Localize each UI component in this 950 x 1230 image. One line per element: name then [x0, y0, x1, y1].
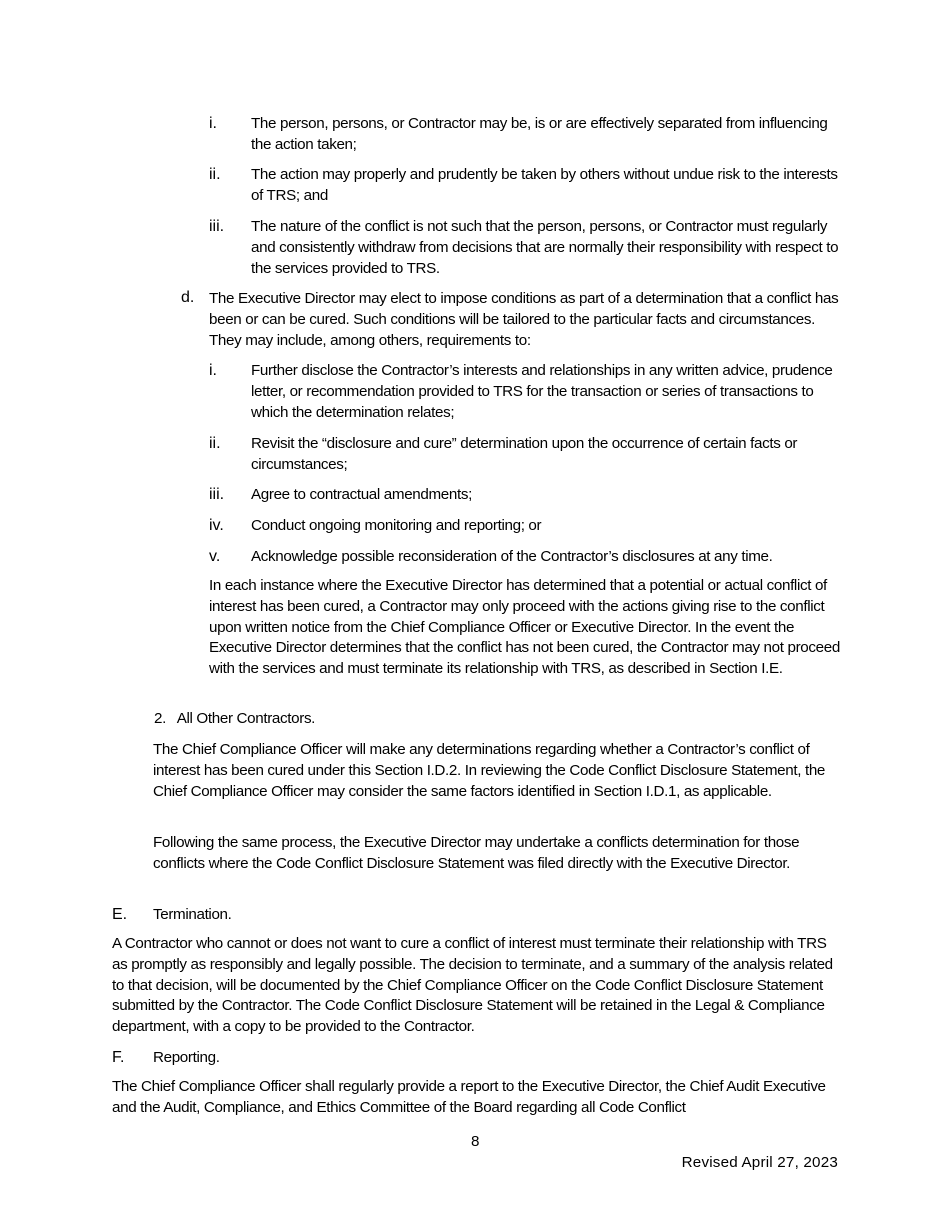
revision-date: Revised April 27, 2023 — [681, 1154, 838, 1171]
section-e-paragraph: A Contractor who cannot or does not want to cure a conflict of interest must terminate their relationship with TRS as promptly as responsibly and legally possible. The decision to terminate, and a summary of the analysis related to that decision, will be documented by the Chief Compliance Officer on the Code Conflict Disclosure Statement submitted by the Contractor. The Code Conflict Disclosure Statement will be retained in the Legal & Compliance department, with a copy to be provided to the Contractor. — [112, 935, 833, 1036]
d-number: d. — [181, 289, 195, 306]
d-item-v-number: v. — [209, 548, 221, 565]
section-e-letter: E. — [112, 906, 128, 923]
c-item-i-number: i. — [209, 115, 217, 132]
section-2-paragraph-1: The Chief Compliance Officer will make any determinations regarding whether a Contractor’s conflict of interest has been cured under this Section I.D.2. In reviewing the Code Conflict Disclosure Statement, the Chief Compliance Officer may consider the same factors identified in Section I.D.1, as applicable. — [153, 741, 826, 800]
d-item-iii-number: iii. — [209, 486, 225, 503]
c-item-i-text: The person, persons, or Contractor may be, is or are effectively separated from influencing the action taken; — [251, 115, 828, 153]
d-item-ii-number: ii. — [209, 435, 221, 452]
section-f-paragraph: The Chief Compliance Officer shall regularly provide a report to the Executive Director, the Chief Audit Executive and the Audit, Compliance, and Ethics Committee of the Board regarding all Code Conflict — [112, 1078, 826, 1116]
section-f-letter: F. — [112, 1049, 125, 1066]
c-item-iii-number: iii. — [209, 218, 225, 235]
d-closing-paragraph: In each instance where the Executive Director has determined that a potential or actual conflict of interest has been cured, a Contractor may only proceed with the actions giving rise to the conflict upon written notice from the Chief Compliance Officer or Executive Director. In the event the Executive Director determines that the conflict has not been cured, the Contractor may not proceed with the services and must terminate its relationship with TRS, as described in Section I.E. — [209, 577, 840, 678]
d-item-iv-text: Conduct ongoing monitoring and reporting; or — [251, 517, 542, 534]
c-item-iii-text: The nature of the conflict is not such that the person, persons, or Contractor must regularly and consistently withdraw from decisions that are normally their responsibility with respect to the services provided to TRS. — [251, 218, 839, 277]
d-item-i-number: i. — [209, 362, 217, 379]
d-item-iii-text: Agree to contractual amendments; — [251, 486, 472, 503]
d-item-iv-number: iv. — [209, 517, 224, 534]
section-f-title: Reporting. — [153, 1049, 220, 1066]
d-text: The Executive Director may elect to impose conditions as part of a determination that a conflict has been or can be cured. Such conditions will be tailored to the particular facts and circumstances. They may include, among others, requirements to: — [209, 290, 839, 349]
page-number: 8 — [470, 1133, 480, 1150]
d-item-v-text: Acknowledge possible reconsideration of the Contractor’s disclosures at any time. — [251, 548, 773, 565]
section-2-paragraph-2: Following the same process, the Executive Director may undertake a conflicts determination for those conflicts where the Code Conflict Disclosure Statement was filed directly with the Executive Director. — [153, 834, 800, 872]
d-item-ii-text: Revisit the “disclosure and cure” determination upon the occurrence of certain facts or circumstances; — [251, 435, 798, 473]
d-item-i-text: Further disclose the Contractor’s interests and relationships in any written advice, prudence letter, or recommendation provided to TRS for the transaction or series of transactions to which the determination relates; — [251, 362, 833, 421]
section-e-title: Termination. — [153, 906, 232, 923]
c-item-ii-text: The action may properly and prudently be taken by others without undue risk to the interests of TRS; and — [251, 166, 838, 204]
c-item-ii-number: ii. — [209, 166, 221, 183]
section-2-heading: 2. All Other Contractors. — [154, 710, 316, 727]
